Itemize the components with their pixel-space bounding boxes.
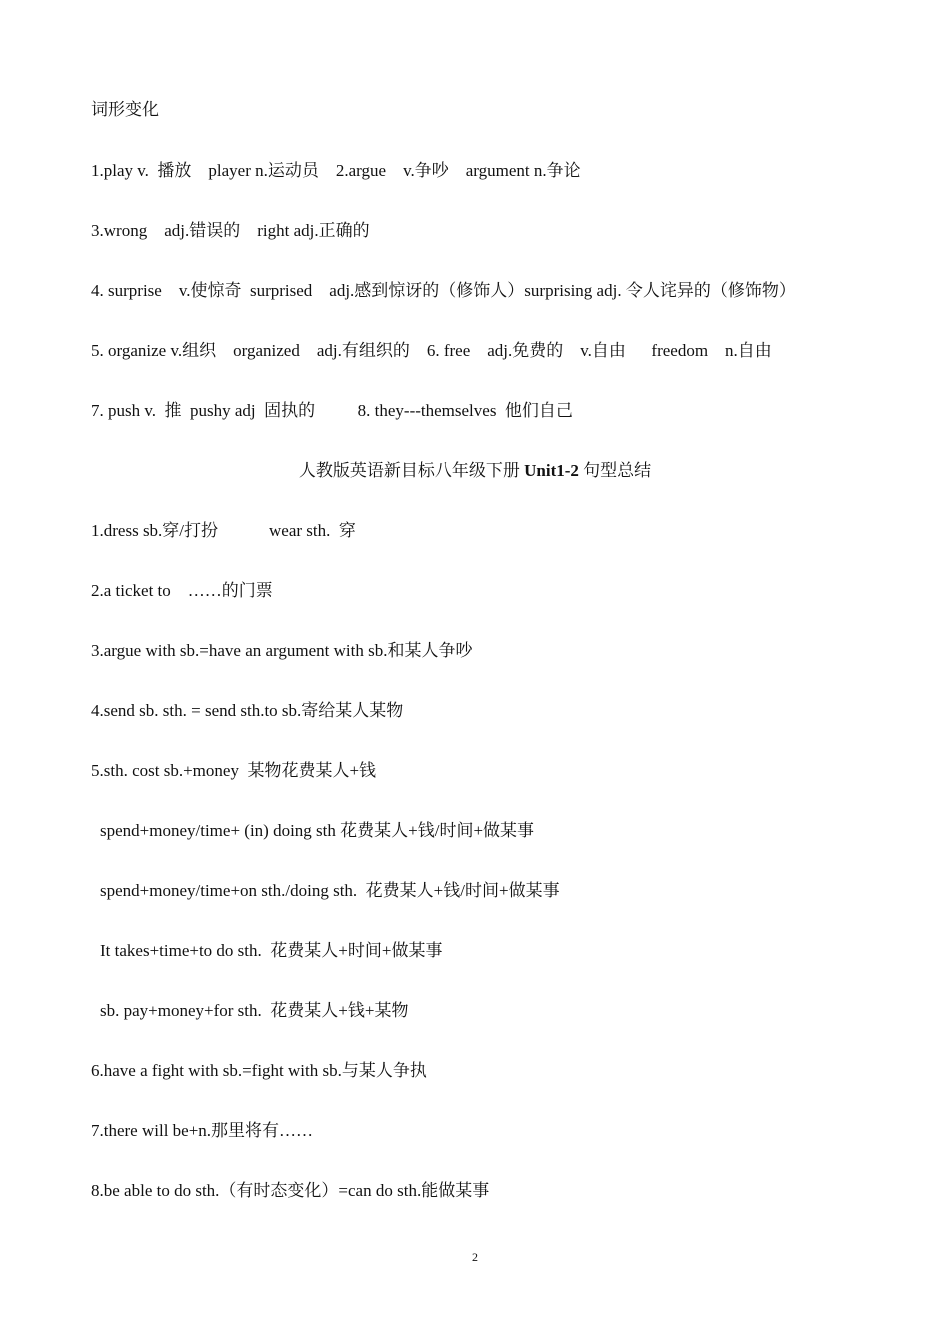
- sentence-line-5c: It takes+time+to do sth. 花费某人+时间+做某事: [100, 941, 443, 960]
- vocab-line-1: 1.play v. 播放 player n.运动员 2.argue v.争吵 argument n.争论: [91, 161, 581, 180]
- sentence-line-5a: spend+money/time+ (in) doing sth 花费某人+钱/时间+做某事: [100, 821, 535, 840]
- sentence-line-5: 5.sth. cost sb.+money 某物花费某人+钱: [91, 761, 377, 780]
- vocab-heading: 词形变化: [91, 100, 159, 119]
- vocab-line-5: 7. push v. 推 pushy adj 固执的 8. they---themselves 他们自己: [91, 401, 573, 420]
- sentence-line-7: 7.there will be+n.那里将有……: [91, 1121, 314, 1140]
- sentence-line-8: 8.be able to do sth.（有时态变化）=can do sth.能做某事: [91, 1181, 490, 1200]
- section-title-unit: Unit1-2: [524, 461, 579, 480]
- section-title-suffix: 句型总结: [578, 461, 652, 480]
- vocab-line-3: 4. surprise v.使惊奇 surprised adj.感到惊讶的（修饰人）surprising adj. 令人诧异的（修饰物）: [91, 281, 796, 300]
- sentence-line-6: 6.have a fight with sb.=fight with sb.与某人争执: [91, 1061, 427, 1080]
- vocab-line-4: 5. organize v.组织 organized adj.有组织的 6. free adj.免费的 v.自由 freedom n.自由: [91, 341, 772, 360]
- sentence-line-3: 3.argue with sb.=have an argument with sb.和某人争吵: [91, 641, 473, 660]
- sentence-line-2: 2.a ticket to ……的门票: [91, 581, 273, 600]
- section-title: [0, 460, 950, 482]
- page-number: 2: [472, 1250, 478, 1264]
- sentence-line-5d: sb. pay+money+for sth. 花费某人+钱+某物: [100, 1001, 409, 1020]
- sentence-line-5b: spend+money/time+on sth./doing sth. 花费某人+钱/时间+做某事: [100, 881, 560, 900]
- section-title-prefix: 人教版英语新目标八年级下册: [298, 461, 525, 480]
- vocab-line-2: 3.wrong adj.错误的 right adj.正确的: [91, 221, 370, 240]
- sentence-line-4: 4.send sb. sth. = send sth.to sb.寄给某人某物: [91, 701, 404, 720]
- sentence-line-1: 1.dress sb.穿/打扮 wear sth. 穿: [91, 521, 356, 540]
